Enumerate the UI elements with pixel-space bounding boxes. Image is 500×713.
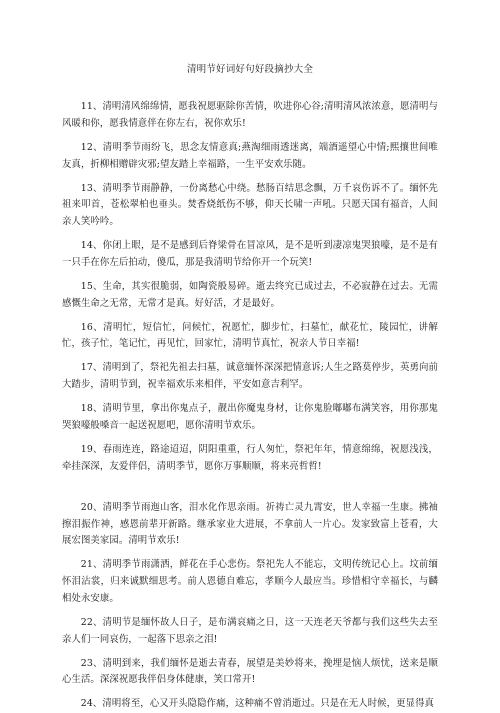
paragraph-20: 20、清明季节雨迤山客，泪水化作思亲雨。祈祷亡灵九霄安，世人幸福一生康。拂袖擦泪振作神，感恩前辈开新路。继承家业大进展，不拿前人一片心。发家致富上苍看，大展宏图美家园。清明节欢乐!	[62, 501, 438, 547]
section-gap	[62, 483, 438, 500]
title-spacer	[62, 77, 438, 99]
paragraph-15: 15、生命，其实很脆弱，如陶瓷般易碎。逝去终究已成过去，不必寂静在过去。无需感慨生命之无常，无常才是真。好好活，才是最好。	[62, 280, 438, 309]
paragraph-19: 19、春雨连连，路途迢迢，阴阳重重，行人匆忙，祭祀年年，情意绵绵，祝愿浅浅，牵挂深深，友爱伴侣，清明季节，愿你万事顺顺，将来亮哲哲!	[62, 444, 438, 472]
paragraph-group-1	[62, 99, 438, 475]
paragraph-24: 24、清明将至，心又开头隐隐作痛，这种痛不曾消逝过。只是在无人时候，更显得真	[80, 698, 435, 710]
paragraph-17: 17、清明到了，祭祀先祖去扫墓，诚意缅怀深深把情意诉;人生之路莫停步，英勇向前大踏步，清明节到，祝幸福欢乐来相伴，平安如意吉利罕。	[62, 362, 438, 391]
paragraph-16: 16、清明忙，短信忙，问候忙，祝愿忙，脚步忙，扫墓忙，献花忙，陵园忙，讲解忙，孩子忙，笔记忙，再见忙，回家忙，清明节真忙，祝亲人节日幸福!	[62, 321, 438, 350]
paragraph-12: 12、清明季节雨纷飞，思念友情意真;燕淘细雨透迷离，端酒遥望心中情;熙攘世间唯友真，折柳相赠辟灾邪;望友踏上幸福路，一生平安欢乐随。	[62, 141, 438, 170]
paragraph-14: 14、你闭上眼，是不是感到后脊梁骨在冒凉风，是不是听到凄凉鬼哭狼嚎，是不是有一只手在你左后拍动，傻瓜，那是我清明节给你开一个玩笑!	[62, 240, 438, 268]
paragraph-23: 23、清明到来，我们缅怀是逝去青春，展望是美妙将来，挽埋是恼人烦忧，送来是顺心生活。深深祝愿我伴侣身体健康，笑口常开!	[62, 657, 438, 686]
document-title: 清明节好词好句好段摘抄大全	[186, 64, 314, 75]
paragraph-group-2	[62, 500, 438, 713]
paragraph-22: 22、清明节是缅怀故人日子，是布满哀痛之日，这一天连老天爷都与我们这些失去至亲人们一同哀伤，一起落下思亲之泪!	[62, 616, 438, 645]
paragraph-21: 21、清明季节雨潇洒，鲜花在手心悲伤。祭祀先人不能忘，文明传统记心上。坟前缅怀泪沾裳，归来诚默细思考。前人恩德自难忘，孝顺今人最应当。珍惜相守幸福长，与麟相处永安康。	[62, 559, 438, 604]
paragraph-13: 13、清明季节雨静静，一份离愁心中绕。愁肠百结思念飘，万千哀伤诉不了。缅怀先祖来叩首，苍松翠柏也垂头。焚香烧纸伤不够，仰天长啸一声吼。只愿天国有福音，人间亲人笑吟吟。	[62, 182, 438, 227]
paragraph-18: 18、清明节里，拿出你鬼点子，靓出你魔鬼身材，让你鬼脸嘟嘟布满笑容，用你那鬼哭狼嚎般嗓音一起送祝愿吧，愿你清明节欢乐。	[62, 403, 438, 431]
paragraph-11: 11、清明清风绵绵情，愿我祝愿驱除你苦情，吹进你心谷;清明清风浓浓意，愿清明与风暖和你，愿我情意伴在你左右，祝你欢乐!	[62, 101, 438, 129]
